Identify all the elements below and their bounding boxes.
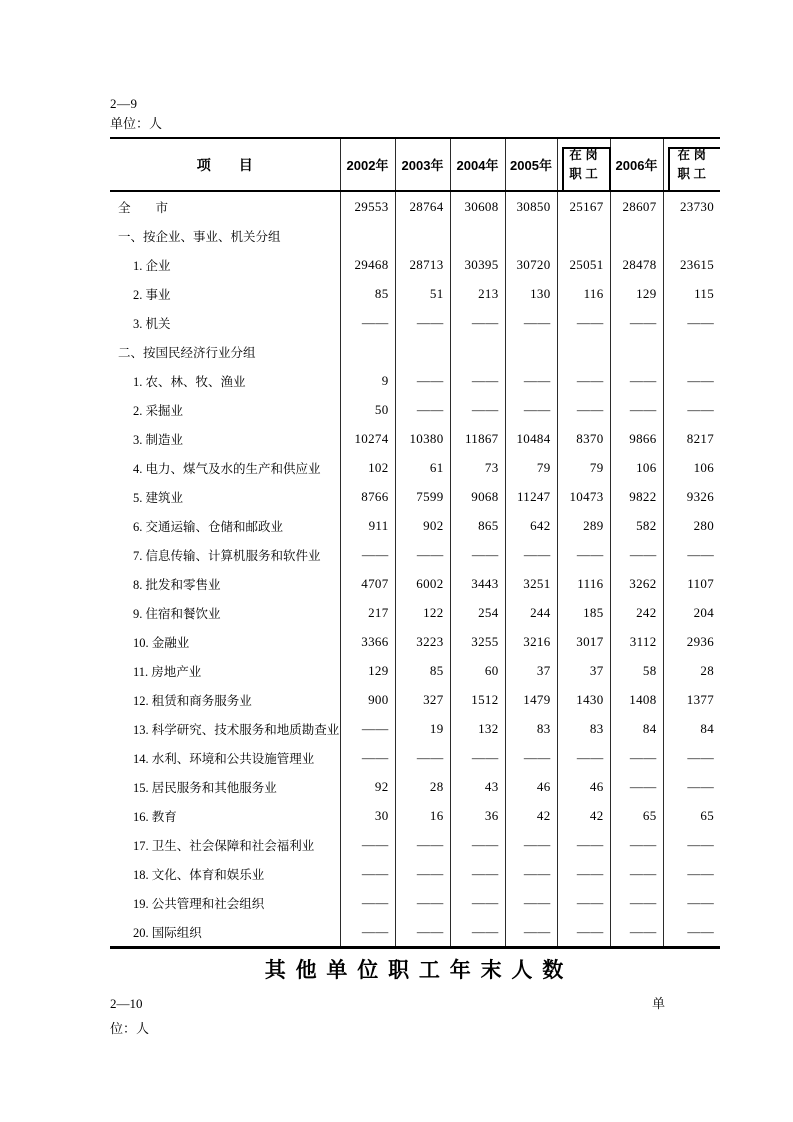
row-label: 2. 采掘业 <box>133 403 184 418</box>
cell-value: 65 <box>663 801 720 830</box>
next-table-title: 其 他 单 位 职 工 年 末 人 数 <box>264 959 566 982</box>
cell-value: 46 <box>505 772 557 801</box>
cell-value: 132 <box>450 714 505 743</box>
cell-value: —— <box>395 308 450 337</box>
cell-value <box>663 337 720 366</box>
cell-value: 30395 <box>450 250 505 279</box>
cell-value: 28713 <box>395 250 450 279</box>
cell-value: —— <box>395 830 450 859</box>
cell-value: 242 <box>610 598 663 627</box>
cell-value: —— <box>557 366 610 395</box>
cell-value: 204 <box>663 598 720 627</box>
table-row <box>110 221 720 250</box>
cell-value: —— <box>395 395 450 424</box>
cell-value: —— <box>450 366 505 395</box>
cell-value: 4707 <box>340 569 395 598</box>
cell-value: 36 <box>450 801 505 830</box>
row-label: 19. 公共管理和社会组织 <box>133 896 265 911</box>
cell-value: 582 <box>610 511 663 540</box>
cell-value: —— <box>340 830 395 859</box>
cell-value <box>395 337 450 366</box>
cell-value: —— <box>450 859 505 888</box>
cell-value: 58 <box>610 656 663 685</box>
cell-value: —— <box>395 859 450 888</box>
cell-value: —— <box>663 772 720 801</box>
cell-value: 25051 <box>557 250 610 279</box>
cell-value: 85 <box>395 656 450 685</box>
cell-value: 29468 <box>340 250 395 279</box>
cell-value: 28607 <box>610 191 663 221</box>
cell-value <box>395 221 450 250</box>
cell-value: 115 <box>663 279 720 308</box>
cell-value <box>505 337 557 366</box>
table-row <box>110 801 720 830</box>
cell-value: 3366 <box>340 627 395 656</box>
cell-value: —— <box>340 859 395 888</box>
cell-value: —— <box>395 366 450 395</box>
cell-value: 3255 <box>450 627 505 656</box>
cell-value: —— <box>610 366 663 395</box>
row-label: 15. 居民服务和其他服务业 <box>133 780 277 795</box>
cell-value: —— <box>450 395 505 424</box>
cell-value: 1512 <box>450 685 505 714</box>
cell-value: 9 <box>340 366 395 395</box>
table-row <box>110 743 720 772</box>
table-row <box>110 569 720 598</box>
row-label: 二、按国民经济行业分组 <box>118 345 256 360</box>
table-row <box>110 917 720 948</box>
cell-value: 642 <box>505 511 557 540</box>
cell-value: 92 <box>340 772 395 801</box>
cell-value: 85 <box>340 279 395 308</box>
header-year: 2004年 <box>450 138 505 191</box>
table-row <box>110 888 720 917</box>
cell-value: —— <box>340 917 395 948</box>
next-table-caption-row <box>110 995 720 1013</box>
cell-value: 11867 <box>450 424 505 453</box>
cell-value: —— <box>557 830 610 859</box>
cell-value: 83 <box>557 714 610 743</box>
row-label: 7. 信息传输、计算机服务和软件业 <box>133 548 321 563</box>
cell-value: 2936 <box>663 627 720 656</box>
cell-value: 25167 <box>557 191 610 221</box>
cell-value: 1479 <box>505 685 557 714</box>
cell-value: 8766 <box>340 482 395 511</box>
table-row <box>110 337 720 366</box>
cell-value: —— <box>395 743 450 772</box>
cell-value: 6002 <box>395 569 450 598</box>
table-row <box>110 598 720 627</box>
table-row <box>110 859 720 888</box>
row-label: 13. 科学研究、技术服务和地质勘查业 <box>133 722 340 737</box>
cell-value: 327 <box>395 685 450 714</box>
cell-value: —— <box>395 888 450 917</box>
cell-value: —— <box>557 917 610 948</box>
cell-value <box>450 337 505 366</box>
cell-value: 79 <box>557 453 610 482</box>
statistics-table <box>110 137 720 949</box>
row-label: 20. 国际组织 <box>133 925 202 940</box>
cell-value: —— <box>663 888 720 917</box>
cell-value: —— <box>663 366 720 395</box>
cell-value: 130 <box>505 279 557 308</box>
header-on-duty-staff <box>557 138 610 191</box>
table-header <box>110 138 720 191</box>
header-year: 2002年 <box>340 138 395 191</box>
cell-value: 28764 <box>395 191 450 221</box>
cell-value: 9822 <box>610 482 663 511</box>
cell-value: 10484 <box>505 424 557 453</box>
cell-value: 1107 <box>663 569 720 598</box>
cell-value <box>610 221 663 250</box>
cell-value: —— <box>340 308 395 337</box>
cell-value: —— <box>663 917 720 948</box>
cell-value: 28478 <box>610 250 663 279</box>
cell-value: —— <box>450 917 505 948</box>
table-header-row <box>110 138 720 191</box>
cell-value: —— <box>610 743 663 772</box>
row-label: 18. 文化、体育和娱乐业 <box>133 867 265 882</box>
table-row <box>110 511 720 540</box>
cell-value: —— <box>505 366 557 395</box>
table-row <box>110 627 720 656</box>
cell-value: —— <box>663 830 720 859</box>
cell-value: 129 <box>610 279 663 308</box>
cell-value: 30720 <box>505 250 557 279</box>
cell-value: 30 <box>340 801 395 830</box>
row-label: 3. 机关 <box>133 316 171 331</box>
table-row <box>110 540 720 569</box>
cell-value: 1430 <box>557 685 610 714</box>
cell-value: 900 <box>340 685 395 714</box>
unit-label: 单位：人 <box>110 116 163 131</box>
table-row <box>110 424 720 453</box>
cell-value: 73 <box>450 453 505 482</box>
cell-value: —— <box>557 888 610 917</box>
cell-value: 3017 <box>557 627 610 656</box>
cell-value: 129 <box>340 656 395 685</box>
header-year: 2005年 <box>505 138 557 191</box>
cell-value: 122 <box>395 598 450 627</box>
cell-value: 106 <box>610 453 663 482</box>
cell-value: —— <box>557 308 610 337</box>
row-label: 4. 电力、煤气及水的生产和供应业 <box>133 461 321 476</box>
cell-value: —— <box>505 830 557 859</box>
cell-value: 7599 <box>395 482 450 511</box>
next-table-code: 2—10 <box>110 996 143 1011</box>
table-row <box>110 453 720 482</box>
table-row <box>110 685 720 714</box>
cell-value: 10274 <box>340 424 395 453</box>
cell-value: —— <box>395 917 450 948</box>
cell-value: —— <box>505 888 557 917</box>
cell-value: 1408 <box>610 685 663 714</box>
cell-value: —— <box>610 830 663 859</box>
row-label: 8. 批发和零售业 <box>133 577 221 592</box>
cell-value: 11247 <box>505 482 557 511</box>
cell-value: 102 <box>340 453 395 482</box>
row-label: 10. 金融业 <box>133 635 190 650</box>
cell-value: 28 <box>663 656 720 685</box>
cell-value: 3443 <box>450 569 505 598</box>
table-row <box>110 191 720 221</box>
cell-value: 30608 <box>450 191 505 221</box>
cell-value: 9326 <box>663 482 720 511</box>
cell-value: 254 <box>450 598 505 627</box>
cell-value: 30850 <box>505 191 557 221</box>
row-label: 6. 交通运输、仓储和邮政业 <box>133 519 284 534</box>
cell-value: 61 <box>395 453 450 482</box>
cell-value: 84 <box>663 714 720 743</box>
cell-value: —— <box>450 308 505 337</box>
cell-value: 902 <box>395 511 450 540</box>
on-duty-label: 在 岗 职 工 <box>569 147 598 181</box>
cell-value: —— <box>505 540 557 569</box>
next-unit-wrap-start: 单 <box>651 996 665 1011</box>
header-year: 2006年 <box>610 138 663 191</box>
row-label: 3. 制造业 <box>133 432 184 447</box>
cell-value <box>340 221 395 250</box>
row-label: 14. 水利、环境和公共设施管理业 <box>133 751 315 766</box>
cell-value <box>610 337 663 366</box>
cell-value: 46 <box>557 772 610 801</box>
cell-value: 217 <box>340 598 395 627</box>
cell-value: 185 <box>557 598 610 627</box>
cell-value: 19 <box>395 714 450 743</box>
cell-value <box>557 337 610 366</box>
header-on-duty-staff <box>663 138 720 191</box>
cell-value: 3223 <box>395 627 450 656</box>
table-row <box>110 656 720 685</box>
cell-value: —— <box>450 888 505 917</box>
cell-value: —— <box>340 743 395 772</box>
cell-value: 65 <box>610 801 663 830</box>
cell-value: —— <box>557 540 610 569</box>
cell-value: 60 <box>450 656 505 685</box>
cell-value: —— <box>663 743 720 772</box>
cell-value: 244 <box>505 598 557 627</box>
cell-value: 8370 <box>557 424 610 453</box>
cell-value: —— <box>395 540 450 569</box>
cell-value: 8217 <box>663 424 720 453</box>
cell-value: 23730 <box>663 191 720 221</box>
cell-value: 43 <box>450 772 505 801</box>
cell-value: —— <box>505 917 557 948</box>
cell-value: —— <box>505 395 557 424</box>
cell-value: 3112 <box>610 627 663 656</box>
cell-value: —— <box>610 772 663 801</box>
cell-value: 42 <box>557 801 610 830</box>
cell-value: 84 <box>610 714 663 743</box>
cell-value: 29553 <box>340 191 395 221</box>
table-row <box>110 830 720 859</box>
cell-value <box>505 221 557 250</box>
cell-value: 289 <box>557 511 610 540</box>
cell-value: 1116 <box>557 569 610 598</box>
cell-value: 106 <box>663 453 720 482</box>
cell-value: —— <box>505 308 557 337</box>
cell-value: 3262 <box>610 569 663 598</box>
table-code: 2—9 <box>110 96 138 111</box>
cell-value: —— <box>450 540 505 569</box>
cell-value <box>340 337 395 366</box>
cell-value <box>557 221 610 250</box>
cell-value: —— <box>610 395 663 424</box>
cell-value: —— <box>610 859 663 888</box>
cell-value: 3251 <box>505 569 557 598</box>
row-label: 一、按企业、事业、机关分组 <box>118 229 281 244</box>
row-label: 16. 教育 <box>133 809 177 824</box>
table-row <box>110 772 720 801</box>
table-row <box>110 308 720 337</box>
cell-value: —— <box>663 395 720 424</box>
cell-value: 28 <box>395 772 450 801</box>
cell-value: 9068 <box>450 482 505 511</box>
row-label: 12. 租赁和商务服务业 <box>133 693 252 708</box>
cell-value: —— <box>557 859 610 888</box>
row-label: 5. 建筑业 <box>133 490 184 505</box>
header-item: 项 目 <box>110 138 340 191</box>
cell-value: —— <box>610 888 663 917</box>
cell-value: 42 <box>505 801 557 830</box>
cell-value: 9866 <box>610 424 663 453</box>
cell-value: —— <box>450 830 505 859</box>
cell-value <box>663 221 720 250</box>
cell-value: 79 <box>505 453 557 482</box>
page-content <box>110 94 720 1038</box>
row-label: 17. 卫生、社会保障和社会福利业 <box>133 838 315 853</box>
cell-value: 23615 <box>663 250 720 279</box>
table-row <box>110 366 720 395</box>
cell-value: 116 <box>557 279 610 308</box>
cell-value: —— <box>340 540 395 569</box>
cell-value: 213 <box>450 279 505 308</box>
cell-value: 83 <box>505 714 557 743</box>
cell-value: —— <box>663 859 720 888</box>
cell-value: 37 <box>505 656 557 685</box>
row-label: 全 市 <box>118 200 169 215</box>
cell-value: 16 <box>395 801 450 830</box>
row-label: 2. 事业 <box>133 287 171 302</box>
table-row <box>110 250 720 279</box>
row-label: 11. 房地产业 <box>133 664 202 679</box>
table-row <box>110 279 720 308</box>
cell-value: 3216 <box>505 627 557 656</box>
cell-value: —— <box>610 540 663 569</box>
cell-value <box>450 221 505 250</box>
cell-value: —— <box>340 714 395 743</box>
cell-value: 51 <box>395 279 450 308</box>
table-row <box>110 395 720 424</box>
cell-value: 865 <box>450 511 505 540</box>
cell-value: —— <box>505 743 557 772</box>
cell-value: 280 <box>663 511 720 540</box>
cell-value: —— <box>557 395 610 424</box>
cell-value: —— <box>610 917 663 948</box>
next-unit-wrap-end: 位：人 <box>110 1021 150 1036</box>
cell-value: 911 <box>340 511 395 540</box>
cell-value: —— <box>340 888 395 917</box>
cell-value: 1377 <box>663 685 720 714</box>
row-label: 9. 住宿和餐饮业 <box>133 606 221 621</box>
cell-value: —— <box>663 308 720 337</box>
cell-value: —— <box>663 540 720 569</box>
row-label: 1. 企业 <box>133 258 171 273</box>
table-row <box>110 482 720 511</box>
cell-value: —— <box>557 743 610 772</box>
header-year: 2003年 <box>395 138 450 191</box>
cell-value: —— <box>610 308 663 337</box>
cell-value: 10473 <box>557 482 610 511</box>
cell-value: 50 <box>340 395 395 424</box>
cell-value: —— <box>505 859 557 888</box>
on-duty-label: 在 岗 职 工 <box>677 147 706 181</box>
cell-value: 10380 <box>395 424 450 453</box>
cell-value: —— <box>450 743 505 772</box>
table-row <box>110 714 720 743</box>
cell-value: 37 <box>557 656 610 685</box>
row-label: 1. 农、林、牧、渔业 <box>133 374 246 389</box>
table-body <box>110 191 720 948</box>
